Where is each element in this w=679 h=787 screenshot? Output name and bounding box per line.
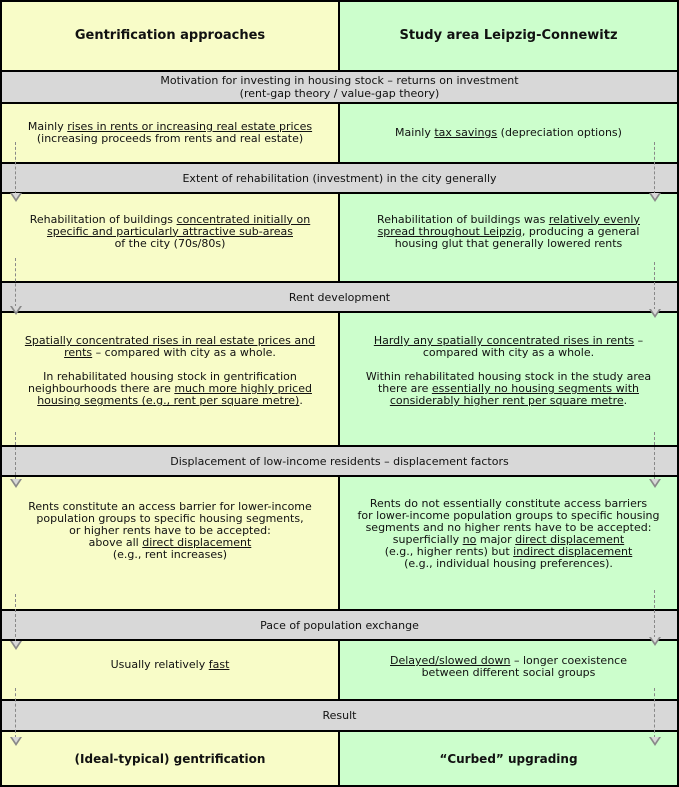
header-right-title: Study area Leipzig-Connewitz [399,28,618,43]
band-pace-label: Pace of population exchange [260,618,419,632]
band-motivation-line1: Motivation for investing in housing stock – returns on investment [160,74,519,87]
result-left-title: (Ideal-typical) gentrification [74,751,266,766]
displacement-left-underline: direct displacement [142,536,252,549]
down-arrow-icon [649,590,661,646]
rent-left-p2-underline1: much more highly priced [174,382,312,395]
extent-right [340,194,677,281]
motivation-right-text: Mainly [395,126,435,139]
band-motivation-line2: (rent-gap theory / value-gap theory) [239,87,440,100]
rent-right-post1: – [634,334,644,347]
rent-left-p2-line1: In rehabilitated housing stock in gentrification [43,370,297,383]
rent-right-p2-underline2: considerably higher rent per square metre [389,394,624,407]
displacement-right-line2: for lower-income population groups to specific housing [357,509,660,522]
extent-right-line3: housing glut that generally lowered rents [394,236,623,250]
displacement-right-line4: superficially [392,533,463,546]
extent-left-line3: of the city (70s/80s) [114,236,226,250]
band-extent [2,164,677,192]
rent-right-p2-post: . [623,394,628,407]
band-extent-label: Extent of rehabilitation (investment) in the city generally [182,171,497,185]
band-result-label: Result [322,709,357,722]
extent-left-underline2: specific and particularly attractive sub-areas [46,224,293,238]
extent-left-underline1: concentrated initially on [176,212,311,226]
displacement-left-line4: above all [88,536,143,549]
rent-left-post2: – compared with city as a whole. [92,346,276,359]
rent-right-p2-line1: Within rehabilitated housing stock in the study area [365,370,652,383]
rent-left [2,313,338,445]
down-arrow-icon [10,688,22,746]
rent-right-line2: compared with city as a whole. [422,346,595,359]
rent-left-p2-underline2: housing segments (e.g., rent per square metre) [37,394,300,407]
result-left [2,732,338,785]
down-arrow-icon [649,142,661,202]
down-arrow-icon [10,432,22,488]
down-arrow-icon [10,594,22,650]
rent-left-underline1: Spatially concentrated rises in real estate prices and [24,334,316,347]
displacement-left-line3: or higher rents have to be accepted: [69,524,271,537]
band-rent-label: Rent development [288,290,391,304]
rent-left-p2-post: . [299,394,303,407]
displacement-right-line5: (e.g., higher rents) but [384,545,514,558]
band-displacement [2,447,677,475]
displacement-right-line6: (e.g., individual housing preferences). [404,557,613,570]
extent-left [2,194,338,281]
pace-right-post: – longer coexistence [510,654,627,667]
displacement-right-line3: segments and no higher rents have to be accepted: [365,521,652,534]
pace-left [2,641,338,699]
rent-right-p2-underline1: essentially no housing segments with [431,382,639,395]
rent-right [340,313,677,445]
pace-left-text: Usually relatively [110,658,209,671]
band-result [2,701,677,730]
band-displacement-label: Displacement of low-income residents – displacement factors [170,454,509,468]
extent-right-text: Rehabilitation of buildings was [377,212,549,226]
header-right [340,2,677,70]
pace-right [340,641,677,699]
extent-left-text: Rehabilitation of buildings [29,212,177,226]
displacement-right [340,477,677,609]
down-arrow-icon [649,688,661,746]
displacement-right-line1: Rents do not essentially constitute access barriers [369,497,648,510]
down-arrow-icon [649,432,661,488]
pace-left-underline: fast [208,658,230,671]
down-arrow-icon [10,142,22,202]
header-left-title: Gentrification approaches [74,28,266,43]
pace-right-line2: between different social groups [421,666,596,679]
displacement-left-line2: population groups to specific housing segments, [36,512,304,525]
displacement-right-underline-no: no [462,533,477,546]
extent-right-post2: , producing a general [521,224,640,238]
band-rent [2,283,677,311]
extent-right-underline2: spread throughout Leipzig [377,224,522,238]
rent-right-p2-line2: there are [377,382,432,395]
motivation-left [2,104,338,162]
displacement-right-line4-mid: major [476,533,516,546]
displacement-right-underline-direct: direct displacement [515,533,625,546]
displacement-right-underline-indirect: indirect displacement [513,545,633,558]
band-pace [2,611,677,639]
rent-left-p2-line2: neighbourhoods there are [28,382,175,395]
motivation-left-line2: (increasing proceeds from rents and real estate) [36,132,304,145]
result-right [340,732,677,785]
motivation-right [340,104,677,162]
displacement-left-line5: (e.g., rent increases) [112,548,228,561]
rent-right-underline1: Hardly any spatially concentrated rises in rents [373,334,635,347]
rent-left-underline2: rents [64,346,93,359]
band-motivation [2,72,677,102]
down-arrow-icon [649,262,661,318]
motivation-right-post: (depreciation options) [497,126,622,139]
down-arrow-icon [10,258,22,315]
result-right-title: “Curbed” upgrading [439,751,578,766]
pace-right-underline: Delayed/slowed down [390,654,511,667]
displacement-left [2,477,338,609]
header-left [2,2,338,70]
motivation-left-underline: rises in rents or increasing real estate prices [67,120,313,133]
extent-right-underline1: relatively evenly [548,212,640,226]
displacement-left-line1: Rents constitute an access barrier for lower-income [28,500,312,513]
motivation-right-underline: tax savings [434,126,498,139]
motivation-left-text: Mainly [27,120,68,133]
